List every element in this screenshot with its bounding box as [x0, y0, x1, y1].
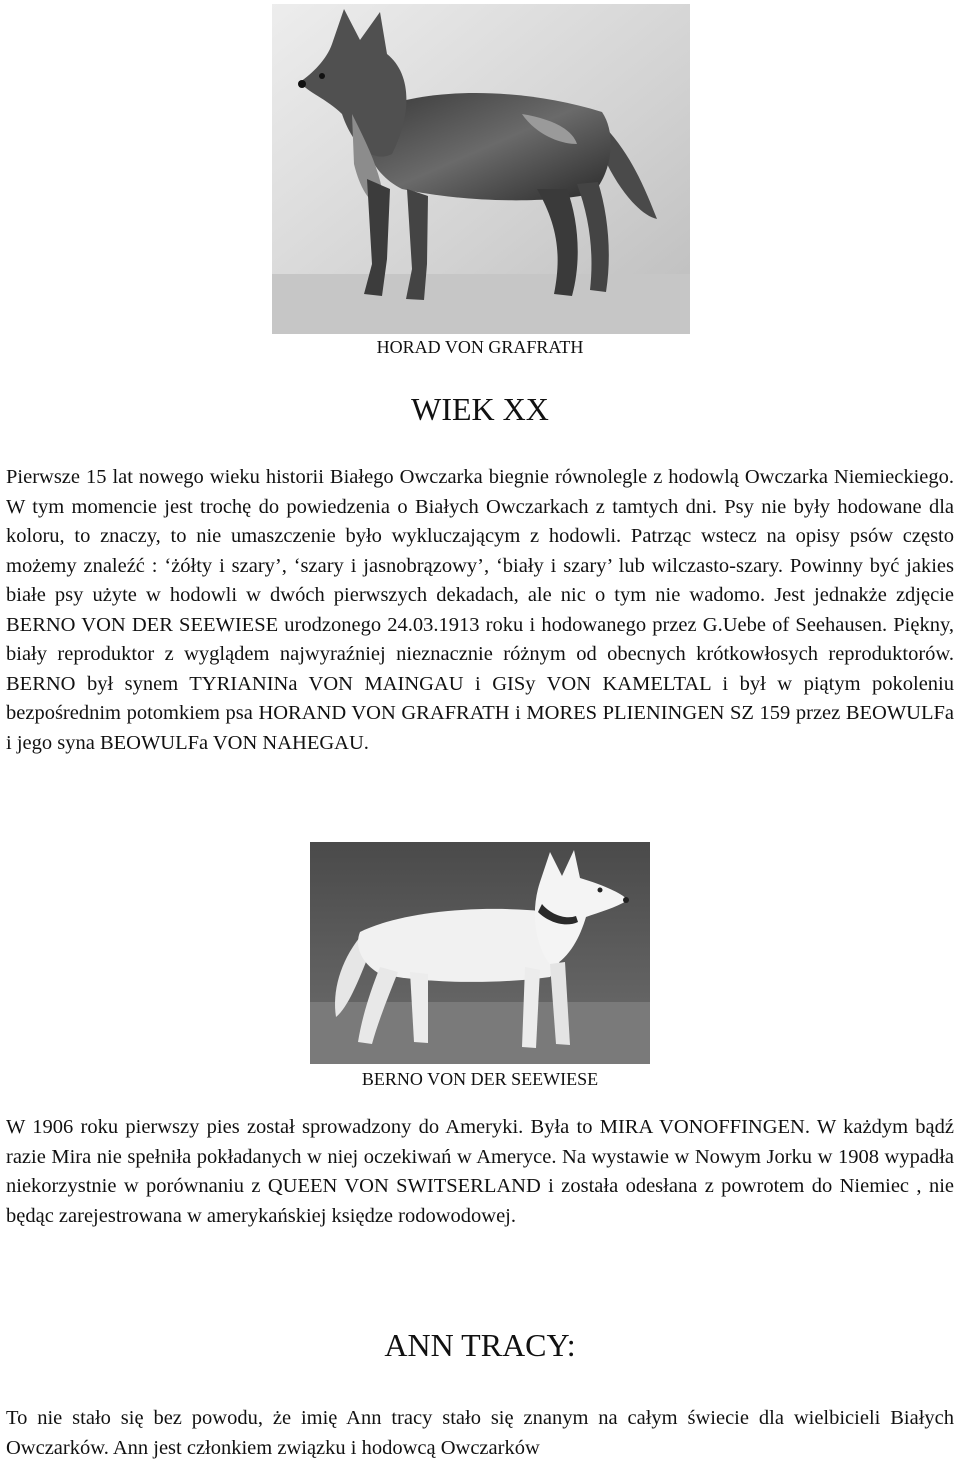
dog-photo-white-shepherd — [310, 842, 650, 1064]
photo-caption: BERNO VON DER SEEWIESE — [361, 1069, 599, 1089]
photo-berno-von-der-seewiese — [310, 842, 650, 1064]
photo-caption: HORAD VON GRAFRATH — [376, 337, 584, 357]
section-heading: ANN TRACY: — [384, 1327, 576, 1363]
photo-horad-von-grafrath — [272, 4, 690, 334]
section-heading: WIEK XX — [411, 391, 549, 427]
body-paragraph: Pierwsze 15 lat nowego wieku historii Białego Owczarka biegnie równolegle z hodowlą Owczarka Niemieckiego. W tym momencie jest trochę do powiedzenia o Białych Owczarkach z tamtych dni. Psy nie były hodowane dla koloru, to znaczy, to nie umaszczenie było wykluczającym z hodowli. Patrząc wstecz na opisy psów często możemy znaleźć : ‘żółty i szary’, ‘szary i jasnobrązowy’, ‘biały i szary’ lub wilczasto-szary. Powinny być jakies białe psy użyte w hodowli w dwóch pierwszych dekadach, ale nic o tym nie wadomo. Jest jednakże zdjęcie BERNO VON DER SEEWIESE urodzonego 24.03.1913 roku i hodowanego przez G.Uebe of Seehausen. Piękny, biały reproduktor z wyglądem najwyraźniej nieznacznie różnym od obecnych krótkowłosych reproduktorów. BERNO był synem TYRIANINa VON MAINGAU i GISy VON KAMELTAL i był w piątym pokoleniu bezpośrednim potomkiem psa HORAND VON GRAFRATH i MORES PLIENINGEN SZ 159 przez BEOWULFa i jego syna BEOWULFa VON NAHEGAU. — [6, 466, 954, 754]
body-paragraph: W 1906 roku pierwszy pies został sprowadzony do Ameryki. Była to MIRA VONOFFINGEN. W każdym bądź razie Mira nie spełniła pokładanych w niej oczekiwań w Ameryce. Na wystawie w Nowym Jorku w 1908 wypadła niekorzystnie w porównaniu z QUEEN VON SWITSERLAND i została odesłana z powrotem do Niemiec , nie będąc zarejestrowana w amerykańskiej księdze rodowodowej. — [6, 1116, 954, 1227]
body-paragraph: To nie stało się bez powodu, że imię Ann tracy stało się znanym na całym świecie dla wielbicieli Białych Owczarków. Ann jest członkiem związku i hodowcą Owczarków — [6, 1407, 954, 1459]
dog-photo-dark-shepherd — [272, 4, 690, 334]
